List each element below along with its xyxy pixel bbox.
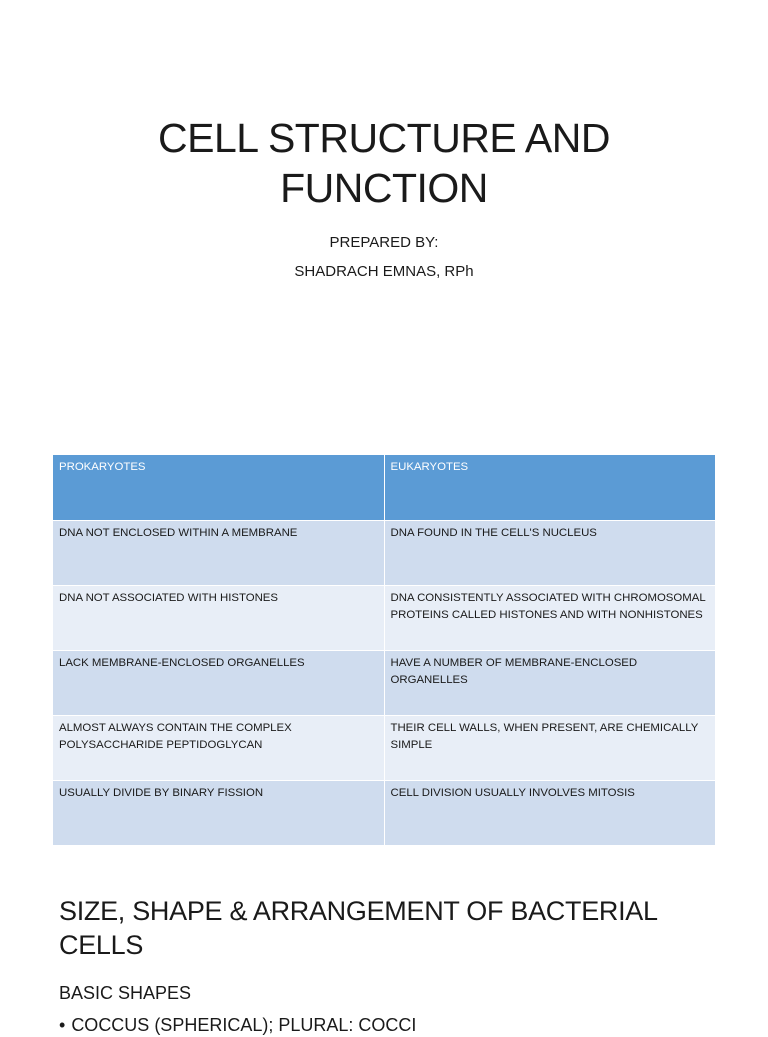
bullet-item xyxy=(59,1013,416,1037)
table-cell: DNA CONSISTENTLY ASSOCIATED WITH CHROMOSOMAL PROTEINS CALLED HISTONES AND WITH NONHISTONES xyxy=(384,585,715,650)
slide-title-line-2: FUNCTION xyxy=(280,165,488,211)
table-cell: THEIR CELL WALLS, WHEN PRESENT, ARE CHEMICALLY SIMPLE xyxy=(384,715,715,780)
title-slide xyxy=(0,0,768,430)
header-prokaryotes: PROKARYOTES xyxy=(53,455,384,520)
slide-subtitle xyxy=(84,228,684,286)
table-cell: DNA FOUND IN THE CELL'S NUCLEUS xyxy=(384,520,715,585)
table-row xyxy=(53,715,715,780)
table-row xyxy=(53,585,715,650)
table-cell: CELL DIVISION USUALLY INVOLVES MITOSIS xyxy=(384,780,715,845)
bacterial-cells-slide xyxy=(0,880,768,1035)
bullet-text: COCCUS (SPHERICAL); PLURAL: COCCI xyxy=(71,1015,417,1035)
table-header-row xyxy=(53,455,715,520)
comparison-table xyxy=(53,455,716,846)
table-row xyxy=(53,520,715,585)
table-cell: LACK MEMBRANE-ENCLOSED ORGANELLES xyxy=(53,650,384,715)
section-subheading: BASIC SHAPES xyxy=(59,983,192,1003)
header-eukaryotes: EUKARYOTES xyxy=(384,455,715,520)
table-cell: ALMOST ALWAYS CONTAIN THE COMPLEX POLYSACCHARIDE PEPTIDOGLYCAN xyxy=(53,715,384,780)
table-cell: HAVE A NUMBER OF MEMBRANE-ENCLOSED ORGANELLES xyxy=(384,650,715,715)
table-cell: DNA NOT ASSOCIATED WITH HISTONES xyxy=(53,585,384,650)
bullet-marker: • xyxy=(59,1015,66,1035)
table-cell: USUALLY DIVIDE BY BINARY FISSION xyxy=(53,780,384,845)
slide-title xyxy=(84,113,684,213)
table-row xyxy=(53,780,715,845)
author-name: SHADRACH EMNAS, RPh xyxy=(294,263,474,280)
table-row xyxy=(53,650,715,715)
section-heading: SIZE, SHAPE & ARRANGEMENT OF BACTERIAL CELLS xyxy=(59,896,657,960)
table-cell: DNA NOT ENCLOSED WITHIN A MEMBRANE xyxy=(53,520,384,585)
slide-title-line-1: CELL STRUCTURE AND xyxy=(158,115,610,161)
prepared-by-label: PREPARED BY: xyxy=(329,234,439,251)
